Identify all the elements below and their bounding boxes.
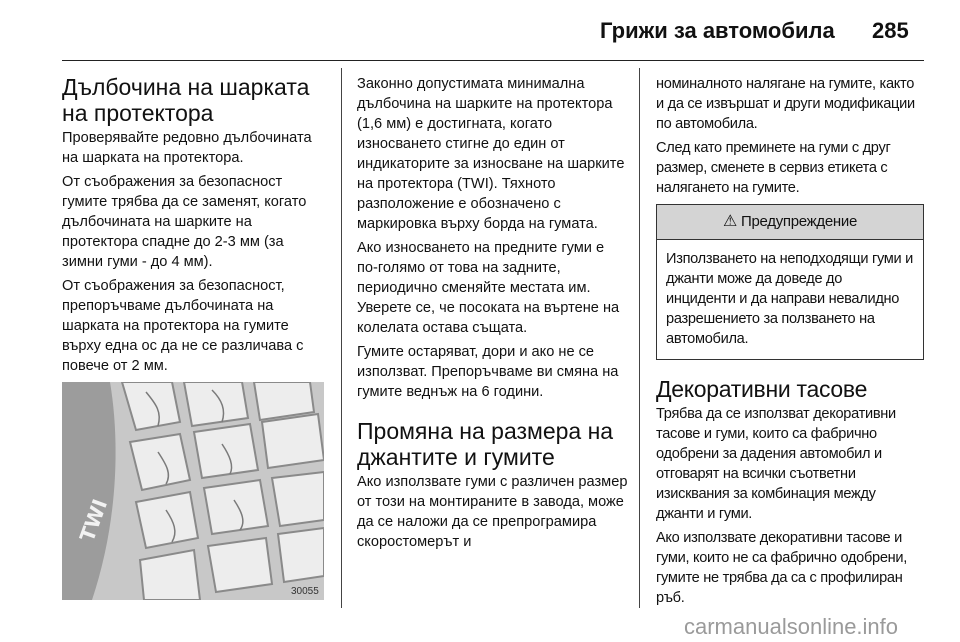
paragraph: От съображения за безопасност гумите трябва да се заменят, когато дълбочината на шарките на протектора спадне до 2-3 мм (за зимни гуми - до 4 мм). <box>62 174 307 270</box>
section-heading-hubcaps: Декоративни тасове <box>656 376 868 402</box>
column-divider <box>341 68 342 608</box>
paragraph: След като преминете на гуми с друг размер, сменете в сервиз етикета с налягането на гумите. <box>656 140 891 196</box>
figure-code: 30055 <box>291 586 319 597</box>
paragraph: Ако износването на предните гуми е по-голямо от това на задните, периодично сменяйте местата им. Уверете се, че посоката на въртене на колелата остава същата. <box>357 240 620 336</box>
watermark: carmanualsonline.info <box>684 614 899 639</box>
section-heading-size-change: Промяна на размера на джантите и гумите <box>357 418 614 470</box>
paragraph: Трябва да се използват декоративни тасове и гуми, които са фабрично одобрени за дадения автомобил и отговарят на всички съответни изисквания за комбинация между джанти и гуми. <box>656 406 896 522</box>
paragraph: Проверявайте редовно дълбочината на шарката на протектора. <box>62 130 312 166</box>
paragraph: Законно допустимата минимална дълбочина на шарките на протектора (1,6 мм) е достигната, когато износването стигне до един от индикаторите за износване на шарките на протектора (TWI). Тяхното разположение е обозначено с маркировка върху борда на гумата. <box>357 76 625 232</box>
column-divider <box>639 68 640 608</box>
section-heading-tread-depth: Дълбочина на шарката на протектора <box>62 74 310 126</box>
column-middle <box>357 74 629 556</box>
warning-triangle-icon: ⚠ <box>722 213 738 230</box>
warning-header <box>657 205 923 240</box>
page-header-title: Грижи за автомобила <box>600 18 835 43</box>
tire-tread-image <box>62 382 324 600</box>
paragraph: От съображения за безопасност, препоръчваме дълбочината на шарката на протектора на гумите върху една ос да не се различава с повече от 2 мм. <box>62 278 304 374</box>
page-number: 285 <box>872 18 909 43</box>
paragraph: Гумите остаряват, дори и ако не се използват. Препоръчваме ви смяна на гумите веднъж на 6 години. <box>357 344 619 400</box>
paragraph: Ако използвате декоративни тасове и гуми, които не са фабрично одобрени, гумите не трябва да са с профилиран ръб. <box>656 530 908 606</box>
paragraph: Ако използвате гуми с различен размер от този на монтираните в завода, може да се наложи да се препрограмира скоростомерът и <box>357 474 628 550</box>
twi-marking: TWI <box>74 495 113 545</box>
warning-title: Предупреждение <box>741 213 857 230</box>
column-right <box>656 74 924 612</box>
warning-box <box>656 204 924 360</box>
header-divider <box>62 60 924 61</box>
column-left <box>62 74 328 380</box>
warning-text: Използването на неподходящи гуми и джанти може да доведе до инциденти и да направи невалидно разрешението за ползването на автомобила. <box>666 251 914 347</box>
paragraph: номиналното налягане на гумите, както и да се извършат и други модификации по автомобила. <box>656 76 915 132</box>
tire-tread-illustration <box>62 382 324 600</box>
